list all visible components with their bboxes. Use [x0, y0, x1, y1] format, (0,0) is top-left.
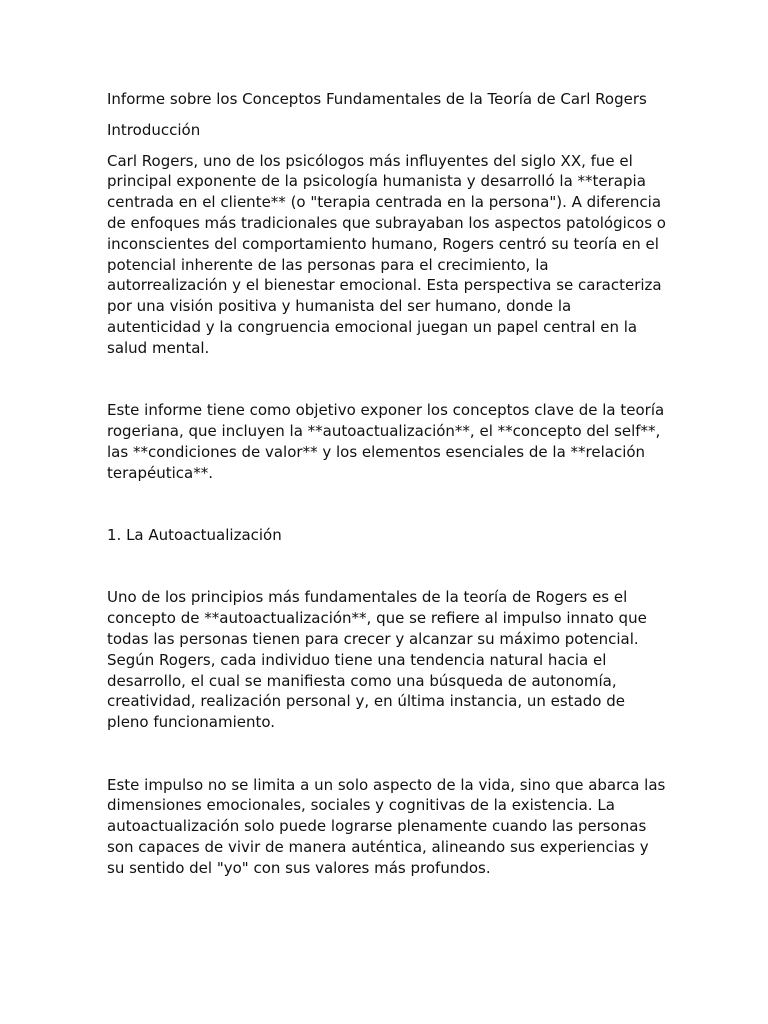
- document-body: [107, 89, 667, 878]
- intro-heading: Introducción: [107, 120, 201, 139]
- intro-paragraph: Carl Rogers, uno de los psicólogos más influyentes del siglo XX, fue el principal exponente de la psicología humanista y desarrolló la **terapia centrada en el cliente** (o "terapia centrada en la persona"). A diferencia de enfoques más tradicionales que subrayaban los aspectos patológicos o inconscientes del comportamiento humano, Rogers centró su teoría en el potencial inherente de las personas para el crecimiento, la autorrealización y el bienestar emocional. Esta perspectiva se caracteriza por una visión positiva y humanista del ser humano, donde la autenticidad y la congruencia emocional juegan un papel central en la salud mental.: [107, 151, 666, 357]
- section-paragraph: Este impulso no se limita a un solo aspecto de la vida, sino que abarca las dimensiones emocionales, sociales y cognitivas de la existencia. La autoactualización solo puede lograrse plenamente cuando las personas son capaces de vivir de manera auténtica, alineando sus experiencias y su sentido del "yo" con sus valores más profundos.: [107, 775, 666, 877]
- objective-paragraph: Este informe tiene como objetivo exponer los conceptos clave de la teoría rogeriana, que incluyen la **autoactualización**, el **concepto del self**, las **condiciones de valor** y los elementos esenciales de la **relación terapéutica**.: [107, 401, 665, 482]
- section-paragraph: Uno de los principios más fundamentales de la teoría de Rogers es el concepto de **autoactualización**, que se refiere al impulso innato que todas las personas tienen para crecer y alcanzar su máximo potencial. Según Rogers, cada individuo tiene una tendencia natural hacia el desarrollo, el cual se manifiesta como una búsqueda de autonomía, creatividad, realización personal y, en última instancia, un estado de pleno funcionamiento.: [107, 588, 647, 732]
- section-heading: 1. La Autoactualización: [107, 525, 282, 544]
- document-title: Informe sobre los Conceptos Fundamentales de la Teoría de Carl Rogers: [107, 90, 647, 108]
